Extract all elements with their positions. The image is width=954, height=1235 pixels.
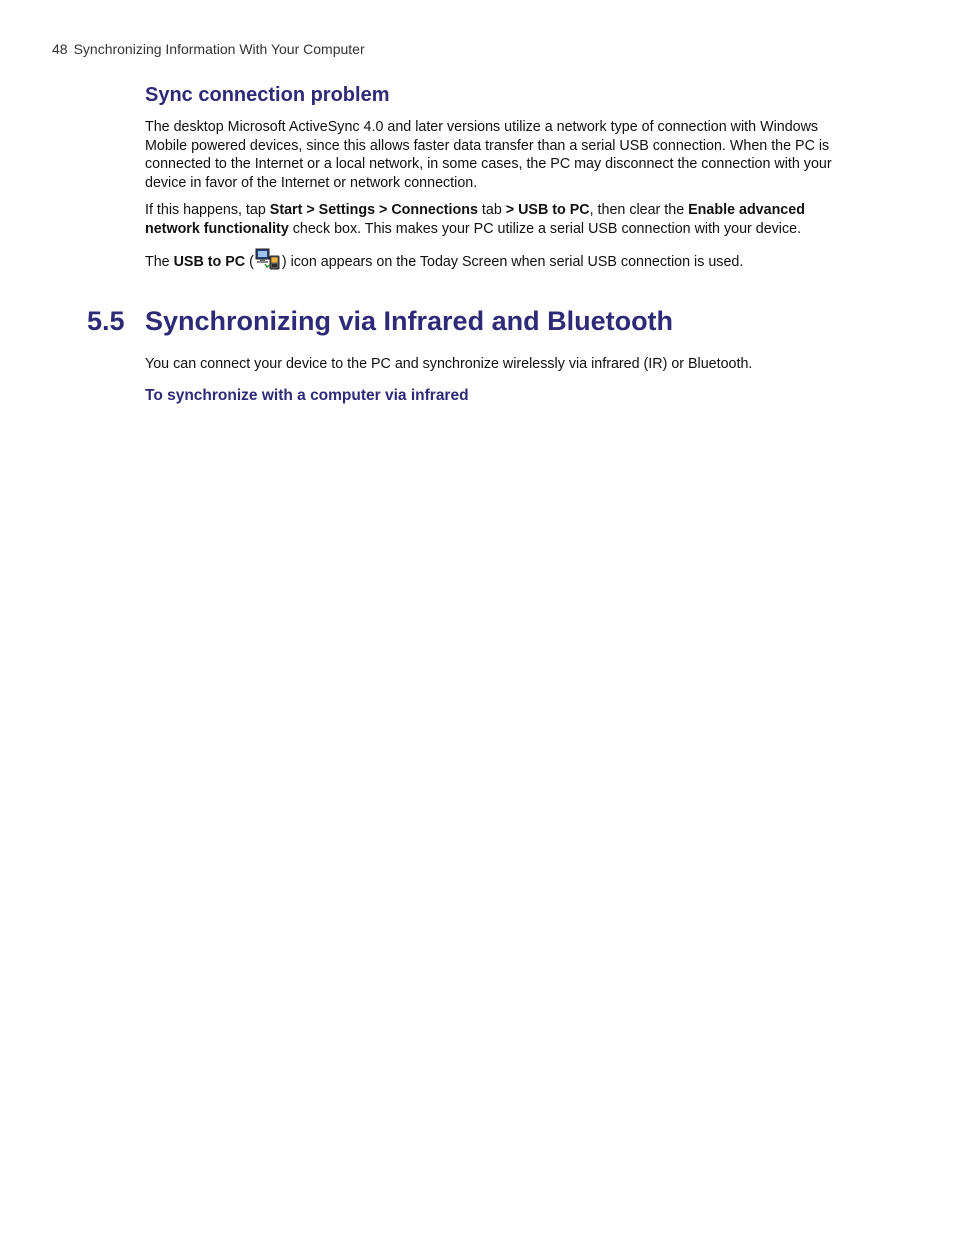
sync-problem-heading: Sync connection problem (145, 84, 390, 106)
running-header (52, 41, 365, 57)
sync-problem-paragraph-2 (145, 201, 857, 238)
section-number: 5.5 (87, 306, 125, 336)
text-run: The (145, 254, 174, 270)
text-run: , then clear the (589, 202, 689, 218)
option-enable-advanced-network: Enable advanced network functionality (145, 202, 805, 237)
section-5-5-heading (87, 306, 673, 337)
usb-to-pc-label: USB to PC (173, 254, 246, 270)
page-number: 48 (52, 41, 68, 57)
usb-to-pc-icon (255, 248, 281, 276)
text-run: tab (477, 202, 506, 218)
menu-path-connections: Start > Settings > Connections (269, 202, 478, 218)
sync-problem-paragraph-1: The desktop Microsoft ActiveSync 4.0 and later versions utilize a network type of connection with Windows Mobile powered devices, since this allows faster data transfer than a serial USB connection. When the PC is connected to the Internet or a local network, in some cases, the PC may disconnect the connection with your device in favor of the Internet or network connection. (145, 119, 832, 192)
text-run: If this happens, tap (145, 202, 270, 218)
text-run: ( (245, 254, 254, 270)
infrared-subheading: To synchronize with a computer via infrared (145, 387, 469, 404)
sync-problem-paragraph-3 (145, 248, 857, 276)
section-title: Synchronizing via Infrared and Bluetooth (145, 306, 674, 336)
text-run: check box. This makes your PC utilize a serial USB connection with your device. (288, 220, 802, 237)
chapter-title: Synchronizing Information With Your Computer (73, 41, 365, 57)
text-run: ) icon appears on the Today Screen when serial USB connection is used. (281, 254, 744, 270)
menu-path-usb-to-pc: > USB to PC (505, 202, 590, 218)
section-5-5-paragraph: You can connect your device to the PC and synchronize wirelessly via infrared (IR) or Bluetooth. (145, 356, 753, 372)
